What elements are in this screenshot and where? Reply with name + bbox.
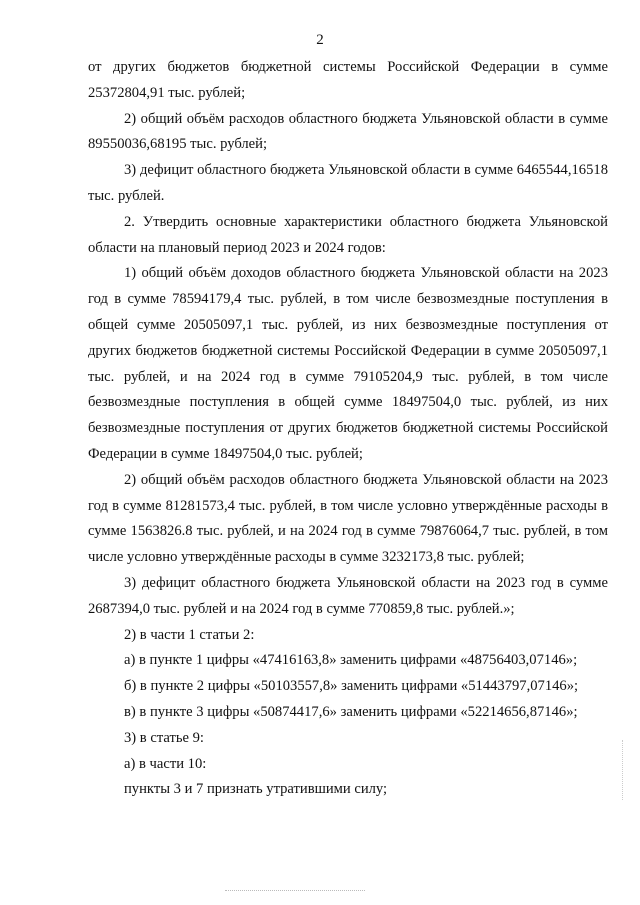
- paragraph-continuation: от других бюджетов бюджетной системы Российской Федерации в сумме 25372804,91 тыс. рублей;: [88, 59, 608, 101]
- list-item-point-1: а) в пункте 1 цифры «47416163,8» заменить цифрами «48756403,07146»;: [124, 652, 578, 669]
- document-body: [88, 55, 608, 803]
- list-item-point-3: в) в пункте 3 цифры «50874417,6» заменить цифрами «52214656,87146»;: [124, 703, 578, 720]
- paragraph-deficit-2022: 3) дефицит областного бюджета Ульяновской области в сумме 6465544,16518 тыс. рублей.: [88, 162, 608, 204]
- paragraph-expenses-2023-2024: 2) общий объём расходов областного бюджета Ульяновской области на 2023 год в сумме 81281573,4 тыс. рублей, в том числе условно утверждённые расходы в сумме 1563826.8 тыс. рублей, и на 2024 год в сумме 79876064,7 тыс. рублей, в том числе условно утверждённые расходы в сумме 3232173,8 тыс. рублей;: [88, 471, 608, 566]
- paragraph-expenses-2022: 2) общий объём расходов областного бюджета Ульяновской области в сумме 89550036,68195 тыс. рублей;: [88, 110, 608, 153]
- scan-artifact: [225, 890, 365, 892]
- scan-edge-artifact: [622, 740, 624, 800]
- list-item-point-2: б) в пункте 2 цифры «50103557,8» заменить цифрами «51443797,07146»;: [124, 678, 579, 695]
- paragraph-planning-period: 2. Утвердить основные характеристики областного бюджета Ульяновской области на плановый период 2023 и 2024 годов:: [88, 213, 608, 256]
- list-item-article-2: 2) в части 1 статьи 2:: [124, 626, 255, 643]
- paragraph-revenues-2023-2024: 1) общий объём доходов областного бюджета Ульяновской области на 2023 год в сумме 78594179,4 тыс. рублей, в том числе безвозмездные поступления в общей сумме 20505097,1 тыс. рублей, из них безвозмездные поступления от других бюджетов бюджетной системы Российской Федерации в сумме 20505097,1 тыс. рублей, и на 2024 год в сумме 79105204,9 тыс. рублей, в том числе безвозмездные поступления в общей сумме 18497504,0 тыс. рублей, из них безвозмездные поступления от других бюджетов бюджетной системы Российской Федерации в сумме 18497504,0 тыс. рублей;: [88, 265, 608, 462]
- page-number: 2: [316, 32, 324, 48]
- paragraph-deficit-2023-2024: 3) дефицит областного бюджета Ульяновской области на 2023 год в сумме 2687394,0 тыс. рублей и на 2024 год в сумме 770859,8 тыс. рублей.»;: [88, 574, 608, 617]
- list-item-points-3-7: пункты 3 и 7 признать утратившими силу;: [124, 781, 388, 798]
- list-item-article-9: 3) в статье 9:: [124, 729, 204, 746]
- list-item-part-10: а) в части 10:: [124, 755, 207, 772]
